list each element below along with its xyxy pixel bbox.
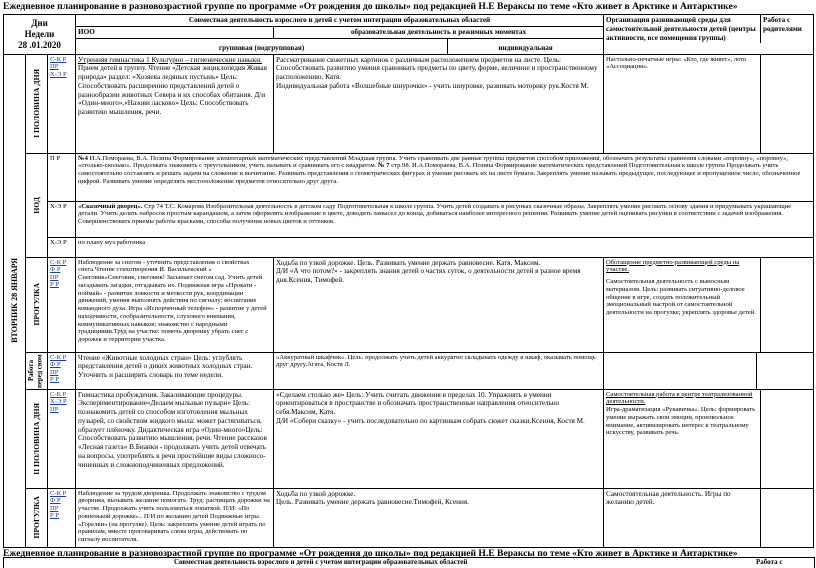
sleep-environment <box>604 352 814 389</box>
next-table-header <box>3 557 815 568</box>
next-parents: Работа с <box>756 558 783 566</box>
nod-drawing-lesson: «Сказочный дворец». Стр 74 Т.С. Комарова Изобразительная деятельность в детском саду Подготовительная к школе группа. Учить детей создавать в рисунках сказочные образы. Закреплять умение рисовать основу здания и придумывать украшающие детали. Учить делать набросок простым карандашом, а затем оформлять изображение в цвете, доводить замысел до конца, добиваться наиболее интересного решения. Развивать умение детей оценивать рисунки в соответствии с задачей изображения. Совершенствовать приемы работы красками, способы получения новых цветов и оттенков. <box>76 201 814 237</box>
joint-activity-header: Совместная деятельность взрослого и детей с учетом интеграции образовательных областей <box>76 15 604 27</box>
morning-environment: Настольно-печатные игры: «Кто, где живет», лото «Ассоциации». <box>604 54 814 153</box>
walk2-group-activity: Наблюдение за трудом дворника. Продолжать знакомство с трудом дворника, вызывать желание помогать. Труд: расчищать дорожки на участке. Продолжать учить пользоваться лопаткой. П/И: «По ровненькой дорожке».. П/И по желанию детей Подвижные игры. «Горелки» (на прогулке). Цель: закреплять умение детей играть по правилам, вместе проговаривать слова игры, действовать по сигналу воспитателя. <box>76 488 274 547</box>
next-joint-activity: Совместная деятельность взрослого и детей с учетом интеграции образовательных областей <box>174 558 468 566</box>
walk-codes: С-К Р Ф Р ПР Р Р <box>48 257 76 352</box>
sleep-codes: С-К Р Ф Р ПР Р Р <box>48 352 76 389</box>
walk2-codes: С-К Р Ф Р ПР Р Р <box>48 488 76 547</box>
period-walk-2: ПРОГУЛКА <box>26 488 48 547</box>
day-cell <box>4 54 26 547</box>
day-label: ВТОРНИК 28 ЯНВАРЯ <box>9 258 19 343</box>
parents-header: Работа с родителями <box>763 16 802 33</box>
weeks-label: Недели <box>24 28 55 39</box>
group-header: групповая (подгрупповая) <box>76 38 448 54</box>
evening-group-activity: Гимнастика пробуждения. Закаливающие процедуры. Экспериментирование«Делаем мыльные пузыри» Цель: познакомить детей со способом изготовления мыльных пузырей, со свойством жидкого мыла: может растягиваться, образует плёночку. Дидактическая игра «Один-много»Цель: Способствовать развитию мышления, речи. Чтение рассказов «Лесная газета» В.Бианки - продолжать учить детей отвечать на вопросы, употреблять в речи простейшие виды сложносо-чиненных и сложноподчиненных предложений. <box>76 389 274 488</box>
walk-group-activity: Наблюдение за снегом - уточнить представления о свойствах снега.Чтение стихотворения И. Васильевский « Снеговик»Снеговик, снеговик! Засыпает снегом сад. Учить детей загадывать загадки, отгадывать их. Подвижная игра «Прокати - поймай» - развитие ловкости и меткости рук, координации движений, умения выполнять действия по сигналу; воспитание командного духа. Игра «Испорченный телефон» - развитие у детей находчивости, сообразительности, слухового внимания, коммуникативных навыков; знакомство с народными традициями.Труд на участке: помочь дворнику убрать снег с дорожек и территории участка. <box>76 257 274 352</box>
walk-environment: Обогащение предметно-развивающей среды на участке. Самостоятельная деятельность с выносным материалом. Цель: развивать ситуативно-деловое общение в игре, создать положительный эмоциональный настрой от самостоятельной деятельности на прогулке; укреплять здоровье детей. <box>604 257 814 352</box>
days-weeks-cell <box>4 15 76 55</box>
daily-plan-table <box>3 14 814 548</box>
evening-environment: Самостоятельная работа в центре театрализованной деятельности. Игра-драматизация «Рукавичка». Цель: формировать умение выражать свои эмоции, произвольное внимание, активизировать интерес к театральному искусству, развивать речь. <box>604 389 814 488</box>
env-parents-header-cell <box>604 15 814 55</box>
period-nod: НОД <box>26 153 48 257</box>
walk2-individual-activity: Ходьба по узкой дорожке. Цель. Развивать умение держать равновесие.Тимофей, Ксения. <box>274 488 604 547</box>
sleep-individual-activity: «Аккуратный шкафчик». Цель: продолжать учить детей аккуратно складывать одежду в шкаф, оказывать помощь друг другу.Агата, Костя Л. <box>274 352 604 389</box>
nod-music-lesson: по плану муз.работника <box>76 237 814 257</box>
ioo-header: ИОО <box>76 26 274 38</box>
period-before-sleep: Работа перед сном <box>26 352 48 389</box>
area-codes: С-К Р ПР Х-Э Р <box>48 54 76 153</box>
morning-group-activity: Утренняя гимнастика 1 Культурно – гигиенические навыки. Прием детей в группу. Чтение «Детская энциклопедия Живая природа» раздел: «Хозяева ледяных пустынь» Цель: Способствовать расширению представлений детей о разнообразии животных Севера и их способах обитания. Д/и «Один-много»,«Назови ласково» Цель: Способствовать развитию мышления, речи. <box>76 54 274 153</box>
page-title: Ежедневное планирование в разновозрастной группе по программе «От рождения до школы» под редакцией Н.Е Вераксы по теме «Кто живет в Арктике и Антарктике» <box>3 1 738 12</box>
nod-math-lesson: №4 И.А.Помораева, В.А. Позина Формирование элементарных математических представлений Младшая группа. Учить сравнивать две равные группы предметов способом приложения, обозначать результаты сравнения словами «поровну», «поровну», «столько-сколько». Продолжать знакомить с треугольником, учить называть и сравнивать его с квадратом. № 7 стр.98. И.А.Помораева, В.А. Позина Формирование математических представлений Подготовительная к школе группа Продолжать учить самостоятельно составлять и решать задачи на сложение и вычитание. Развивать представления о геометрических фигурах и умение рисовать их на листе бумаги. Закреплять умение называть предыдущее, последующее и пропущенное число, обозначенное цифрой. Развивать умение определять местоположение предметов относительно друг друга. <box>76 153 814 201</box>
sleep-group-activity: Чтение «Животные холодных стран» Цель: углублять представления детей о диких животных холодных стран. Уточнить и расширять словарь по теме недели. <box>76 352 274 389</box>
nod-code-2: Х-Э Р <box>48 201 76 237</box>
walk2-environment: Самостоятельная деятельность. Игры по желанию детей. <box>604 488 814 547</box>
period-evening: II ПОЛОВИНА ДНЯ <box>26 389 48 488</box>
env-header: Организация развивающей среды для самостоятельной деятельности детей (центры активности, все помещения группы) <box>604 15 761 43</box>
edu-activity-header: образовательная деятельность в режимных моментах <box>274 26 604 38</box>
period-walk: ПРОГУЛКА <box>26 257 48 352</box>
next-page-title: Ежедневное планирование в разновозрастной группе по программе «От рождения до школы» под редакцией Н.Е Вераксы по теме «Кто живет в Арктике и Антарктике» <box>3 548 738 559</box>
nod-code-3: Х-Э Р <box>48 237 76 257</box>
days-label: Дни <box>31 17 48 28</box>
evening-codes: С-К Р Х-Э Р ПР <box>48 389 76 488</box>
morning-individual-activity: Рассматривание сюжетных картинок с различным расположением предметов на листе. Цель: Способствовать развитию умения сравнивать предметы по цвету, форме, величине и пространственному расположению. Катя. Индивидуальная работа «Волшебные шнурочки» - учить шнуровке, развивать моторику рук.Костя М. <box>274 54 604 153</box>
individual-header: индивидуальная <box>448 38 604 54</box>
walk-individual-activity: Ходьба по узкой дорожке. Цель. Развивать умение держать равновесие. Катя, Максим. Д/И «А что потом?» - закреплять знания детей о частях суток, о деятельности детей в разное время дня.Ксения, Тимофей. <box>274 257 604 352</box>
evening-individual-activity: «Сделаем столько же» Цель: Учить считать движения в пределах 10. Упражнять в умении ориентироваться в пространстве и обозначать пространственные направления относительно себя.Максим, Катя. Д/И «Собери сказку» - учить последовательно по картинкам собрать сюжет сказки.Ксения, Костя М. <box>274 389 604 488</box>
period-morning: I ПОЛОВИНА ДНЯ <box>26 54 48 153</box>
nod-code-1: П Р <box>48 153 76 201</box>
date-label: 28 .01.2020 <box>18 39 61 50</box>
